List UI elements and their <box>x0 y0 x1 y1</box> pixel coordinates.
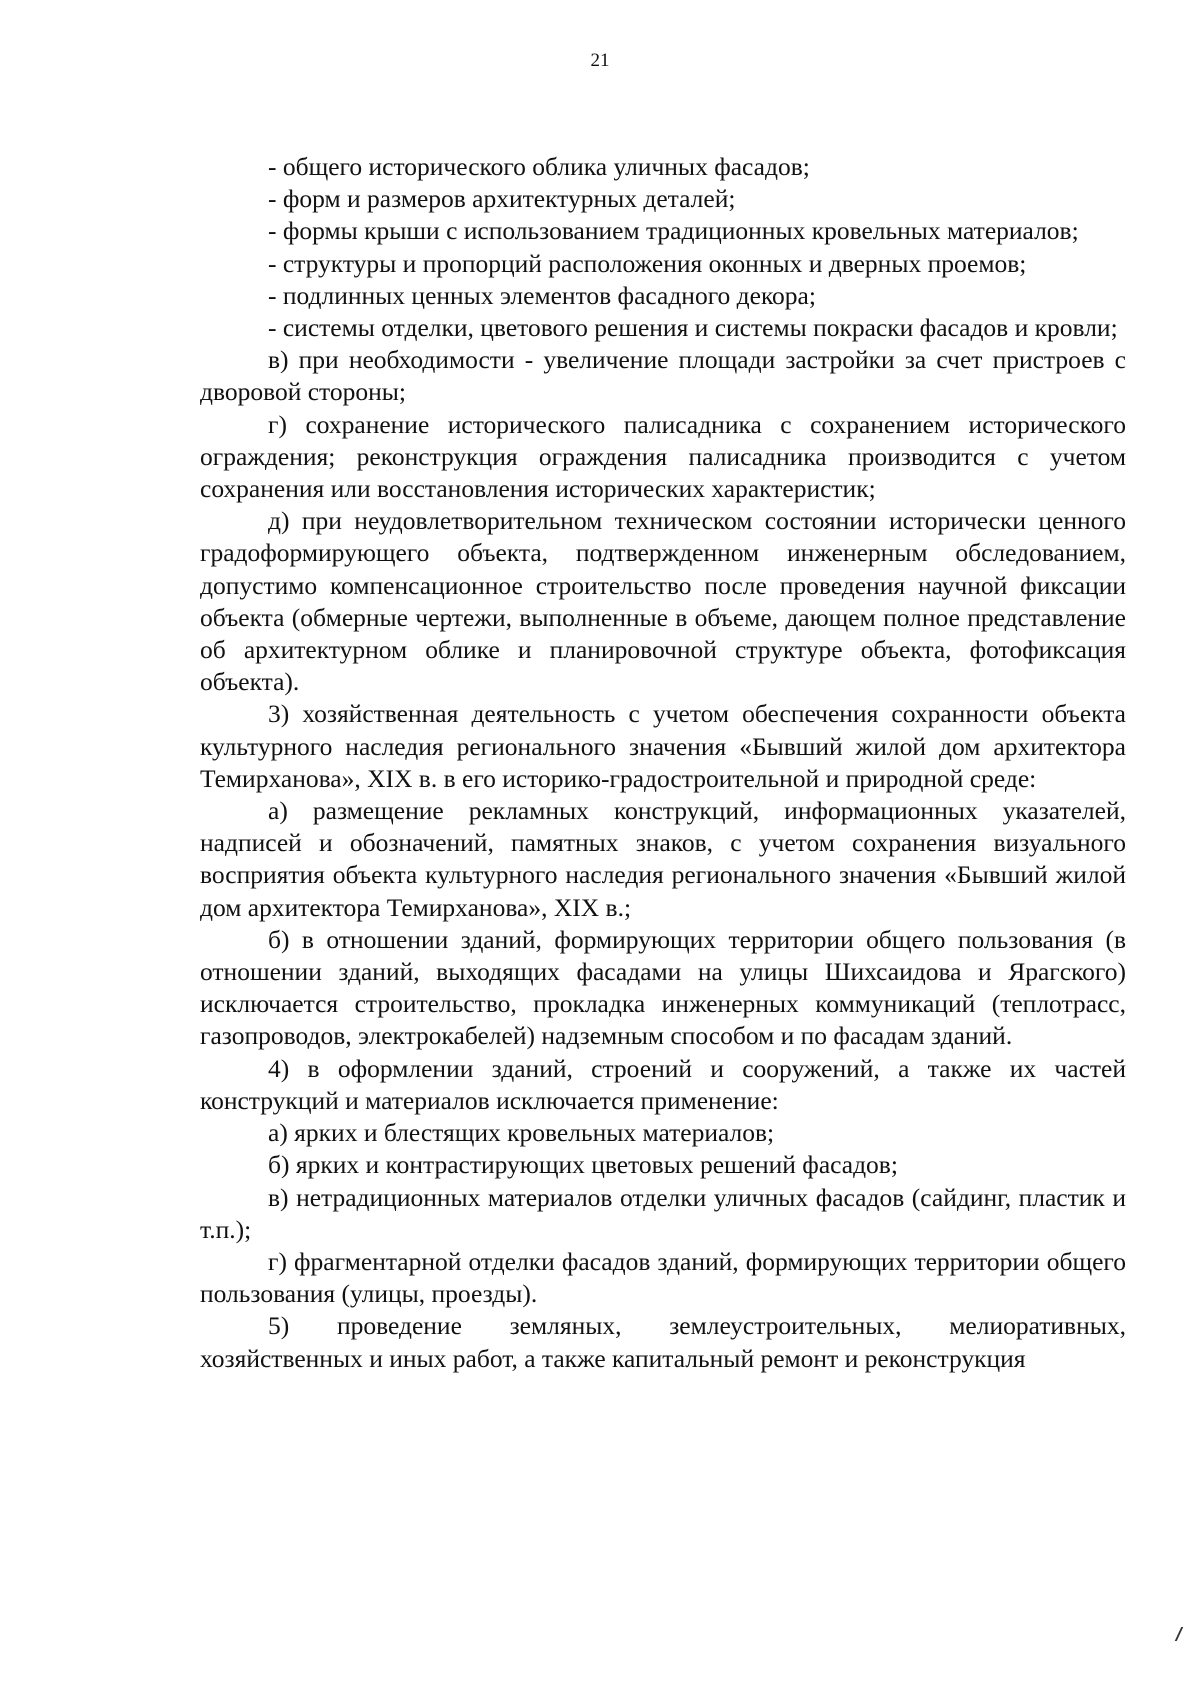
paragraph-section-4-design-restrictions: 4) в оформлении зданий, строений и сооружений, а также их частей конструкций и материалов исключается применение: <box>200 1053 1126 1115</box>
paragraph-item-g-front-garden: г) сохранение исторического палисадника с сохранением исторического ограждения; реконструкция ограждения палисадника производится с учетом сохранения или восстановления исторических характеристик; <box>200 409 1126 504</box>
paragraph-item-b-public-buildings: б) в отношении зданий, формирующих территории общего пользования (в отношении зданий, выходящих фасадами на улицы Шихсаидова и Ярагского) исключается строительство, прокладка инженерных коммуникаций (теплотрасс, газопроводов, электрокабелей) надземным способом и по фасадам зданий. <box>200 924 1126 1051</box>
page-number: 21 <box>590 50 610 71</box>
paragraph-architectural-details: - форм и размеров архитектурных деталей; <box>268 184 736 214</box>
paragraph-roof-form: - формы крыши с использованием традиционных кровельных материалов; <box>268 216 1079 246</box>
paragraph-section-5-earthworks: 5) проведение земляных, землеустроительных, мелиоративных, хозяйственных и иных работ, а также капитальный ремонт и реконструкция <box>200 1311 1126 1373</box>
scan-mark <box>1167 1627 1184 1641</box>
paragraph-item-a-advertising: а) размещение рекламных конструкций, информационных указателей, надписей и обозначений, памятных знаков, с учетом сохранения визуального восприятия объекта культурного наследия регионального значения «Бывший жилой дом архитектора Темирханова», XIX в.; <box>200 796 1126 922</box>
document-body <box>200 151 1126 1375</box>
paragraph-section-3-economic-activity: 3) хозяйственная деятельность с учетом обеспечения сохранности объекта культурного наследия регионального значения «Бывший жилой дом архитектора Темирханова», XIX в. в его историко-градостроительной и природной среде: <box>200 699 1126 793</box>
paragraph-item-v-building-area: в) при необходимости - увеличение площади застройки за счет пристроев с дворовой стороны; <box>200 345 1126 407</box>
paragraph-item-g-fragmentary-finishing: г) фрагментарной отделки фасадов зданий, формирующих территории общего пользования (улицы, проезды). <box>200 1246 1126 1309</box>
paragraph-historic-facades: - общего исторического облика уличных фасадов; <box>268 152 810 181</box>
paragraph-item-b-color-solutions: б) ярких и контрастирующих цветовых решений фасадов; <box>268 1150 898 1180</box>
paragraph-window-door-structure: - структуры и пропорций расположения оконных и дверных проемов; <box>268 248 1027 278</box>
paragraph-finishing-color: - системы отделки, цветового решения и системы покраски фасадов и кровли; <box>268 313 1118 343</box>
paragraph-item-d-compensation-construction: д) при неудовлетворительном техническом состоянии исторически ценного градоформирующего объекта, подтвержденном инженерным обследованием, допустимо компенсационное строительство после проведения научной фиксации объекта (обмерные чертежи, выполненные в объеме, дающем полное представление об архитектурном облике и планировочной структуре объекта, фотофиксация объекта). <box>200 506 1126 697</box>
paragraph-facade-decor: - подлинных ценных элементов фасадного декора; <box>268 280 816 310</box>
paragraph-item-v-nontraditional-materials: в) нетрадиционных материалов отделки уличных фасадов (сайдинг, пластик и т.п.); <box>200 1182 1126 1244</box>
paragraph-item-a-roof-materials: а) ярких и блестящих кровельных материалов; <box>268 1118 775 1148</box>
